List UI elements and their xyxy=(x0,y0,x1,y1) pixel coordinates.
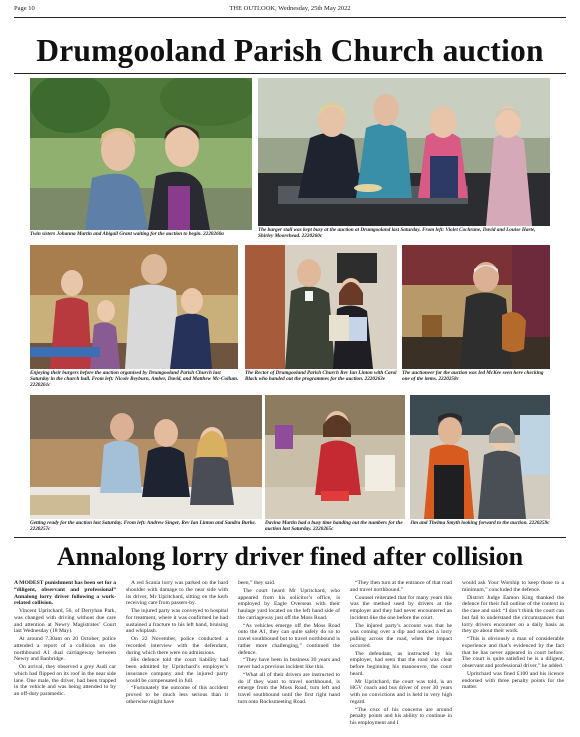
section-rule xyxy=(14,537,566,538)
headline-rule xyxy=(14,73,566,74)
article-paragraph: been,” they said. xyxy=(238,580,276,586)
article-paragraph: “They then turn at the entrance of that road and travel northbound.” xyxy=(350,580,452,593)
article-paragraph: His defence told the court liability had been admitted by Upritchard’s employer’s insurance company and the injured party would be compensated in full. xyxy=(126,657,228,684)
article-paragraph: The defendant, as instructed by his employer, had seen that the road was clear before beginning his manoeuvre, the court heard. xyxy=(350,650,452,677)
photo-burger-stall xyxy=(258,78,550,226)
photo-burgers xyxy=(30,245,238,369)
page-number: Page 10 xyxy=(14,5,35,12)
photo-rector-programmes xyxy=(245,245,397,369)
article-paragraph: “The crux of his concerns are around penalty points and his ability to continue in his employment and I xyxy=(350,706,452,726)
article-paragraph: A red Scania lorry was parked on the hard shoulder with damage to the near side with its driver, Mr Upritchard, sitting on the kerb receiving care from passers-by. xyxy=(126,580,228,607)
photo-numbers xyxy=(265,395,405,519)
article-paragraph: would ask Your Worship to keep those to a minimum,” concluded the defence. xyxy=(462,580,564,593)
article-paragraph: Upritchard was fined £100 and his licence endorsed with three penalty points for the matter. xyxy=(462,670,564,691)
article-paragraph: Counsel reiterated that for many years this was the method used by drivers at the employer and they had never encountered an incident like the one before the court. xyxy=(350,594,452,621)
article-paragraph: At around 7.30am on 20 October, police attended a report of a collision on the northbound A1 dual carriageway between Newry and Banbridge. xyxy=(14,636,116,663)
article-paragraph: On 22 November, police conducted a recorded interview with the defendant, during which there were no admissions. xyxy=(126,636,228,656)
photo-smyth xyxy=(410,395,550,519)
headline-auction: Drumgooland Parish Church auction xyxy=(36,33,544,68)
photo-auctioneer xyxy=(402,245,550,369)
article-paragraph: “What all of their drivers are instructed to do if they want to travel northbound, is emerge from the Moss Road, turn left and travel southbound until the first right hand turn onto Rocksmeeting Road. xyxy=(238,671,340,705)
caption-twin-sisters: Twin sisters Johanna Martin and Abigail Grant waiting for the auction to begin. 2220260a xyxy=(30,231,224,237)
article-paragraph: The injured party’s account was that he was coming over a dip and noticed a lorry pulling across the road, when the impact occurred. xyxy=(350,622,452,649)
article-paragraph: The court heard Mr Upritchard, who appeared from his solicitor’s office, is employed by Eagle Overseas with their haulage yard located on the left hand side of the carriageway just off the Moss Road. xyxy=(238,587,340,621)
page-folio xyxy=(14,3,566,15)
caption-auctioneer: The auctioneer for the auction was Ied McKee seen here checking one of the items. 2220258c xyxy=(402,370,544,383)
article-paragraph: District Judge Eamon King thanked the defence for their full outline of the context in the case and said: “I don’t think the court can but fail to understand the circumstances that lorry drivers encounter on a daily basis as they go about their work. xyxy=(462,594,564,635)
article-paragraph: “As vehicles emerge off the Moss Road onto the A1, they can quite safely do so to travel southbound but to travel northbound is rather more challenging,” continued the defence. xyxy=(238,622,340,656)
article-paragraph: Vincent Upritchard, 56, of Derryhan Park, was changed with driving without due care and attention at Newry Magistrates’ Court last Wednesday (18 May). xyxy=(14,608,116,635)
publication-line: THE OUTLOOK, Wednesday, 25th May 2022 xyxy=(229,5,351,12)
caption-burgers: Enjoying their burgers before the auction organised by Drumgooland Parish Church last Saturday in the church hall. From left: Nicole Reyburn, Amber, David, and Matthew Mc-Collum. 2220261c xyxy=(30,370,239,389)
folio-rule xyxy=(14,17,566,18)
caption-smyth: Jim and Thelma Smyth looking forward to the auction. 2220259c xyxy=(410,520,550,526)
article-paragraph: “Fortunately the outcome of this accident proved to be much less serious than it otherwise might have xyxy=(126,685,228,705)
caption-rector-programmes: The Rector of Drumgooland Parish Church Rev Ian Linton with Carol Black who handed out the programmes for the auction. 2220263e xyxy=(245,370,397,383)
article-body xyxy=(14,580,566,730)
article-column-3 xyxy=(238,580,340,730)
caption-burger-stall: The burger stall was kept busy at the auction at Drumgooland last Saturday. From left: Violet Cochrane, David and Louise Harte, Shirley Moorehead. 2220260c xyxy=(258,227,536,240)
article-paragraph: Mr Upritchard, the court was told, is an HGV coach and bus driver of over 30 years with no convictions and is held in very high regard. xyxy=(350,678,452,705)
article-column-5 xyxy=(462,580,564,730)
caption-numbers: Davina Martin had a busy time handing out the numbers for the auction last Saturday. 2220265c xyxy=(265,520,403,533)
article-column-4 xyxy=(350,580,452,730)
article-column-2 xyxy=(126,580,228,730)
article-lead: A MODEST punishment has been set for a “diligent, observant and professional” Annalong lorry driver following a work-related collision. xyxy=(14,580,116,607)
headline-court: Annalong lorry driver fined after collision xyxy=(56,542,524,571)
article-paragraph: On arrival, they observed a grey Audi car which had flipped on its roof in the near side lane. One male, the driver, had been trapped in the vehicle and was being attended to by an off-duty paramedic. xyxy=(14,664,116,697)
article-paragraph: The injured party was conveyed to hospital for treatment, where it was confirmed he had sustained a fracture to his left hand, bruising and whiplash. xyxy=(126,608,228,635)
caption-getting-ready: Getting ready for the auction last Saturday. From left: Andrew Singer, Rev Ian Linton and Sandra Burke. 2220257c xyxy=(30,520,257,533)
photo-getting-ready xyxy=(30,395,262,519)
article-paragraph: “This is obviously a man of considerable experience and that’s evidenced by the fact that he has never appeared in court before. The court is quite satisfied he is a diligent, observant and professional driver,” he added. xyxy=(462,636,564,669)
photo-twin-sisters xyxy=(30,78,252,230)
article-paragraph: “They have been in business 30 years and never had a previous incident like this. xyxy=(238,657,340,670)
article-column-1 xyxy=(14,580,116,730)
